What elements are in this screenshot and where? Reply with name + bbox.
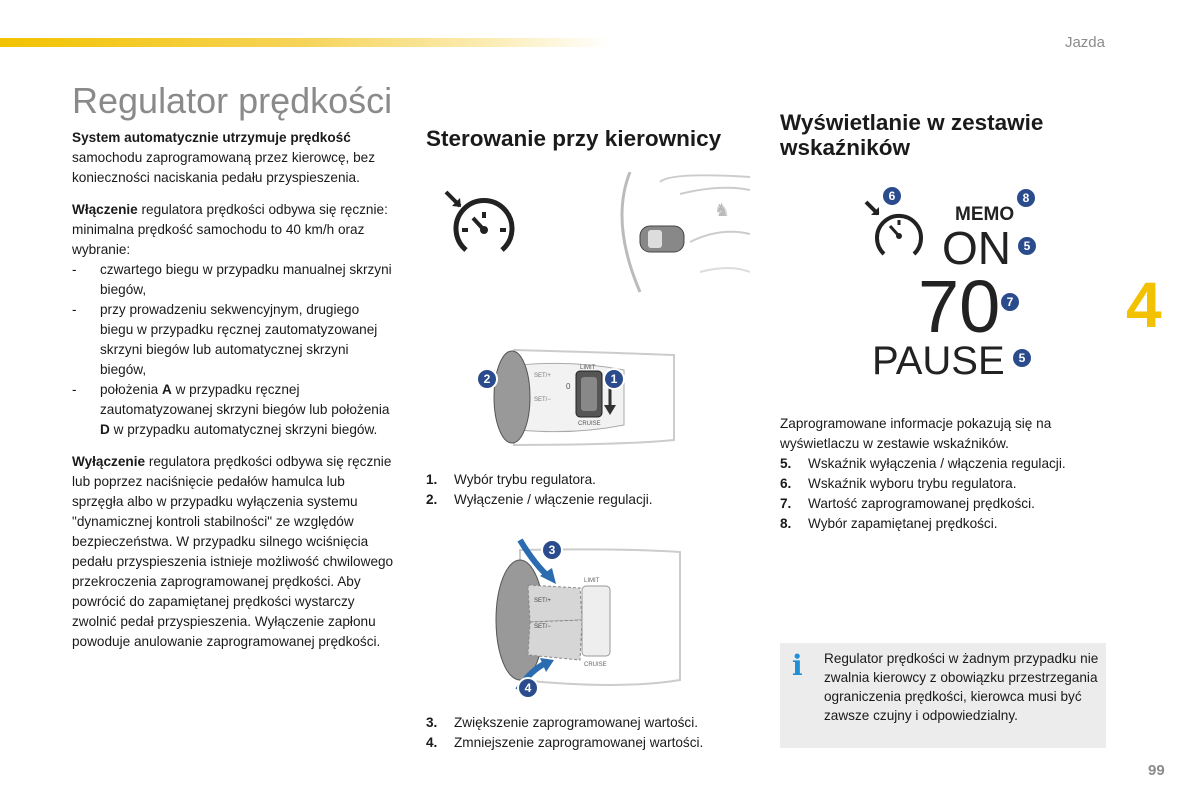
cluster-display-illustration — [860, 182, 1050, 382]
disable-bold: Wyłączenie — [72, 454, 146, 469]
svg-text:SET/+: SET/+ — [534, 373, 551, 379]
steering-list-1 — [426, 470, 746, 510]
svg-text:70: 70 — [918, 265, 1001, 348]
svg-text:LIMIT: LIMIT — [580, 365, 596, 371]
condition-item: - czwartego biegu w przypadku manualnej skrzyni biegów, — [72, 262, 392, 297]
svg-text:SET/−: SET/− — [534, 397, 551, 403]
enable-text: regulatora prędkości odbywa się ręcznie: minimalna prędkość samochodu to 40 km/h oraz wybranie: — [72, 202, 388, 257]
svg-text:SET/−: SET/− — [534, 624, 551, 630]
list-item: 6. Wskaźnik wyboru trybu regulatora. — [780, 476, 1017, 491]
svg-text:PAUSE: PAUSE — [872, 339, 1005, 382]
cruise-stalk-diagram-2 — [490, 530, 690, 705]
page-number: 99 — [1148, 762, 1165, 779]
display-intro: Zaprogramowane informacje pokazują się na wyświetlaczu w zestawie wskaźników. — [780, 416, 1052, 451]
section-label: Jazda — [1064, 34, 1105, 51]
svg-text:LIMIT: LIMIT — [584, 578, 600, 584]
svg-text:5: 5 — [1018, 351, 1026, 365]
intro-paragraph — [72, 128, 394, 188]
intro-column — [72, 128, 394, 664]
list-item: 8. Wybór zapamiętanej prędkości. — [780, 516, 998, 531]
svg-text:6: 6 — [888, 189, 896, 203]
display-list — [780, 454, 1110, 534]
disable-text: regulatora prędkości odbywa się ręcznie lub poprzez naciśnięcie pedałów hamulca lub sprzęgła albo w przypadku wyłączenia systemu "dynamicznej kontroli stabilności" ze względów bezpieczeństwa. W przypadku silnego wciśnięcia pedału przyspieszenia istnieje możliwość chwilowego przekroczenia zaprogramowanej prędkości. Aby powrócić do zapamiętanej prędkości wystarczy zwolnić pedał przyspieszenia. Wyłączenie zapłonu powoduje anulowanie zaprogramowanej prędkości. — [72, 454, 394, 649]
cruise-control-icon — [440, 188, 520, 258]
list-item: 1. Wybór trybu regulatora. — [426, 472, 596, 487]
steering-section-title: Sterowanie przy kierownicy — [426, 126, 722, 151]
svg-text:1: 1 — [610, 372, 618, 386]
svg-text:5: 5 — [1023, 239, 1031, 253]
intro-text: samochodu zaprogramowaną przez kierowcę, bez konieczności naciskania pedału przyspieszenia. — [72, 150, 375, 185]
enable-paragraph — [72, 200, 394, 260]
steering-wheel-illustration — [610, 172, 750, 302]
svg-text:SET/+: SET/+ — [534, 598, 551, 604]
page-title: Regulator prędkości — [72, 80, 393, 121]
svg-text:7: 7 — [1006, 295, 1014, 309]
disable-paragraph — [72, 452, 394, 652]
display-description — [780, 414, 1110, 534]
list-item: 5. Wskaźnik wyłączenia / włączenia regulacji. — [780, 456, 1066, 471]
intro-bold: System automatycznie utrzymuje prędkość — [72, 130, 351, 145]
display-section-title: Wyświetlanie w zestawie wskaźników — [780, 110, 1044, 160]
chapter-number: 4 — [1126, 269, 1162, 341]
list-item: 4. Zmniejszenie zaprogramowanej wartości. — [426, 735, 704, 750]
info-note — [780, 643, 1106, 748]
svg-text:CRUISE: CRUISE — [578, 421, 601, 427]
svg-text:0: 0 — [566, 382, 571, 391]
svg-text:♞: ♞ — [714, 200, 731, 220]
svg-text:ON: ON — [942, 222, 1011, 274]
list-item: 3. Zwiększenie zaprogramowanej wartości. — [426, 715, 699, 730]
svg-text:MEMO: MEMO — [955, 204, 1015, 225]
info-icon: i — [792, 649, 803, 682]
svg-text:4: 4 — [524, 681, 532, 695]
steering-list-2 — [426, 713, 756, 753]
condition-item: - położenia A w przypadku ręcznej zautomatyzowanej skrzyni biegów lub położenia D w przypadku automatycznej skrzyni biegów. — [72, 382, 390, 437]
header-accent-bar — [0, 38, 610, 47]
list-item: 2. Wyłączenie / włączenie regulacji. — [426, 492, 653, 507]
list-item: 7. Wartość zaprogramowanej prędkości. — [780, 496, 1035, 511]
svg-text:8: 8 — [1022, 191, 1030, 205]
svg-text:2: 2 — [483, 372, 491, 386]
cruise-stalk-diagram-1 — [474, 345, 694, 455]
info-note-text: Regulator prędkości w żadnym przypadku nie zwalnia kierowcy z obowiązku przestrzegania ograniczenia prędkości, kierowca musi być zawsze czujny i odpowiedzialny. — [824, 651, 1099, 723]
svg-text:CRUISE: CRUISE — [584, 662, 607, 668]
condition-item: - przy prowadzeniu sekwencyjnym, drugiego biegu w przypadku ręcznej zautomatyzowanej skrzyni biegów lub automatycznej skrzyni biegów, — [72, 302, 378, 377]
svg-text:3: 3 — [548, 543, 556, 557]
enable-bold: Włączenie — [72, 202, 138, 217]
